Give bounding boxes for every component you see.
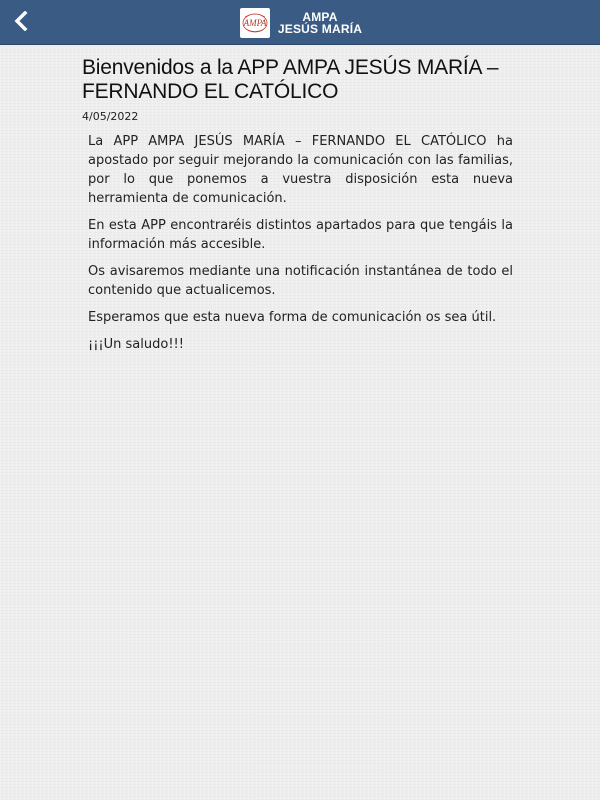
brand-line-2: JESÚS MARÍA <box>277 22 363 36</box>
paragraph-sections: En esta APP encontraréis distintos apartados para que tengáis la información más accesible. <box>88 218 513 252</box>
page-title: Bienvenidos a la APP AMPA JESÚS MARÍA – FERNANDO EL CATÓLICO <box>82 56 499 103</box>
article <box>82 56 514 362</box>
top-bar <box>0 0 600 45</box>
brand-title <box>274 11 366 35</box>
ampa-logo <box>240 8 270 38</box>
brand-line-1: AMPA <box>302 10 338 24</box>
article-body <box>82 132 513 354</box>
paragraph-notifications: Os avisaremos mediante una notificación instantánea de todo el contenido que actualicemos. <box>88 264 513 298</box>
chevron-left-icon <box>13 11 29 31</box>
back-button[interactable] <box>6 6 36 36</box>
paragraph-greeting: ¡¡¡Un saludo!!! <box>88 337 184 352</box>
paragraph-intro: La APP AMPA JESÚS MARÍA – FERNANDO EL CATÓLICO ha apostado por seguir mejorando la comunicación con las familias, por lo que ponemos a vuestra disposición esta nueva herramienta de comunicación. <box>88 134 513 206</box>
svg-text:AMPA: AMPA <box>243 18 267 28</box>
post-date: 4/05/2022 <box>82 110 139 123</box>
paragraph-hope: Esperamos que esta nueva forma de comunicación os sea útil. <box>88 310 497 325</box>
